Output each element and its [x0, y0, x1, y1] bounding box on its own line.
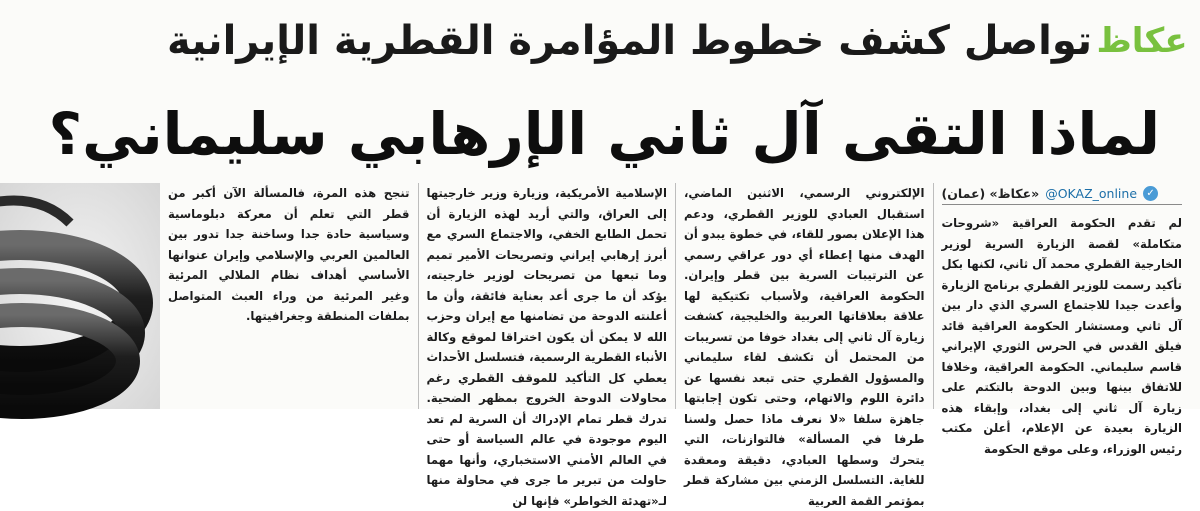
twitter-handle: @OKAZ_online	[1045, 186, 1138, 201]
column-text: الإسلامية الأمريكية، وزيارة وزير خارجيتها إلى العراق، والتي أريد لهذه الزيارة أن تحمل الطابع الخفي، والاجتماع السري مع أبرز إرهابي إيراني وتصريحات الأمير تميم وما تبعها من تصريحات لوزير خارجيته، يؤكد أن ما جرى أعد بعناية فائقة، وأن ما أعلنته الدوحة من تضامنها مع إيران وحزب الله لا يمكن أن يكون اختراقا لموقع وكالة الأنباء القطرية الرسمية، فتسلسل الأحداث يعطي كل التأكيد للموقف القطري رغم محاولات الدوحة الخروج بمظهر الضحية. تدرك قطر تمام الإدراك أن السرية لم تعد اليوم موجودة في عالم السياسة أو حتى في العالم الأمني الاستخباري، وأنها مهما حاولت من تبرير ما جرى في محاولة منها لـ«تهدئة الخواطر» فإنها لن	[426, 186, 667, 508]
kicker-row	[166, 10, 1188, 72]
kicker-headline: تواصل كشف خطوط المؤامرة القطرية الإيرانية	[166, 18, 1092, 64]
column-text: تنجح هذه المرة، فالمسألة الآن أكبر من قطر التي تعلم أن معركة دبلوماسية وسياسية حادة جدا وساخنة جدا تدور بين العالمين العربي والإسلامي وإيران عنوانها الأساسي أهداف نظام الملالي المرئية وغير المرئية من وراء العبث المتواصل بملفات المنطقة وجغرافيتها.	[168, 186, 410, 323]
article-columns	[160, 183, 1190, 508]
twitter-icon: ✓	[1143, 186, 1158, 201]
column-1	[933, 183, 1191, 456]
byline	[942, 183, 1183, 205]
rope-photo	[0, 183, 160, 409]
okaz-logo	[1096, 11, 1188, 71]
okaz-logo-text: عكاظ	[1096, 21, 1188, 61]
column-text: الإلكتروني الرسمي، الاثنين الماضي، استقبال العبادي للوزير القطري، ودعم هذا الإعلان بصور للقاء، في خطوة يبدو أن الهدف منها إعطاء أي دور عراقي رسمي عن الترتيبات السرية بين قطر وإيران. الحكومة العراقية، ولأسباب تكتيكية لها علاقة بعلاقاتها العربية والخليجية، كشفت زيارة آل ثاني إلى بغداد خوفا من تسريبات من المحتمل أن تكشف لقاء سليماني والمسؤول القطري حتى تبعد نفسها عن دائرة اللوم والاتهام، وحتى تكون إجابتها جاهزة سلفا «لا نعرف ماذا حصل ولسنا طرفا في المسألة» فالتوازنات، التي يتحرك وسطها العبادي، دقيقة ومعقدة للغاية. التسلسل الزمني بين مشاركة قطر بمؤتمر القمة العربية	[684, 186, 925, 508]
rope-illustration	[0, 183, 160, 409]
main-headline: لماذا التقى آل ثاني الإرهابي سليماني؟	[48, 100, 1160, 168]
column-3	[418, 183, 676, 508]
column-2	[675, 183, 933, 508]
column-text: لم تقدم الحكومة العراقية «شروحات متكاملة» لقصة الزيارة السرية لوزير الخارجية القطري محمد آل ثاني، لكنها بكل تأكيد رسمت للوزير القطري برنامج الزيارة وأعدت جيدا للاجتماع السري الذي دار بين آل ثاني ومستشار الحكومة العراقية قائد فيلق القدس في الحرس الثوري الإيراني قاسم سليماني. الحكومة العراقية، وخلافا للاتفاق بينها وبين الدوحة بالتكتم على زيارة آل ثاني إلى بغداد، وإبقاء هذه الزيارة بعيدة عن الإعلام، أعلن مكتب رئيس الوزراء، وعلى موقع الحكومة	[941, 216, 1182, 456]
byline-text: «عكاظ» (عمان)	[941, 186, 1040, 201]
column-4	[160, 183, 418, 409]
